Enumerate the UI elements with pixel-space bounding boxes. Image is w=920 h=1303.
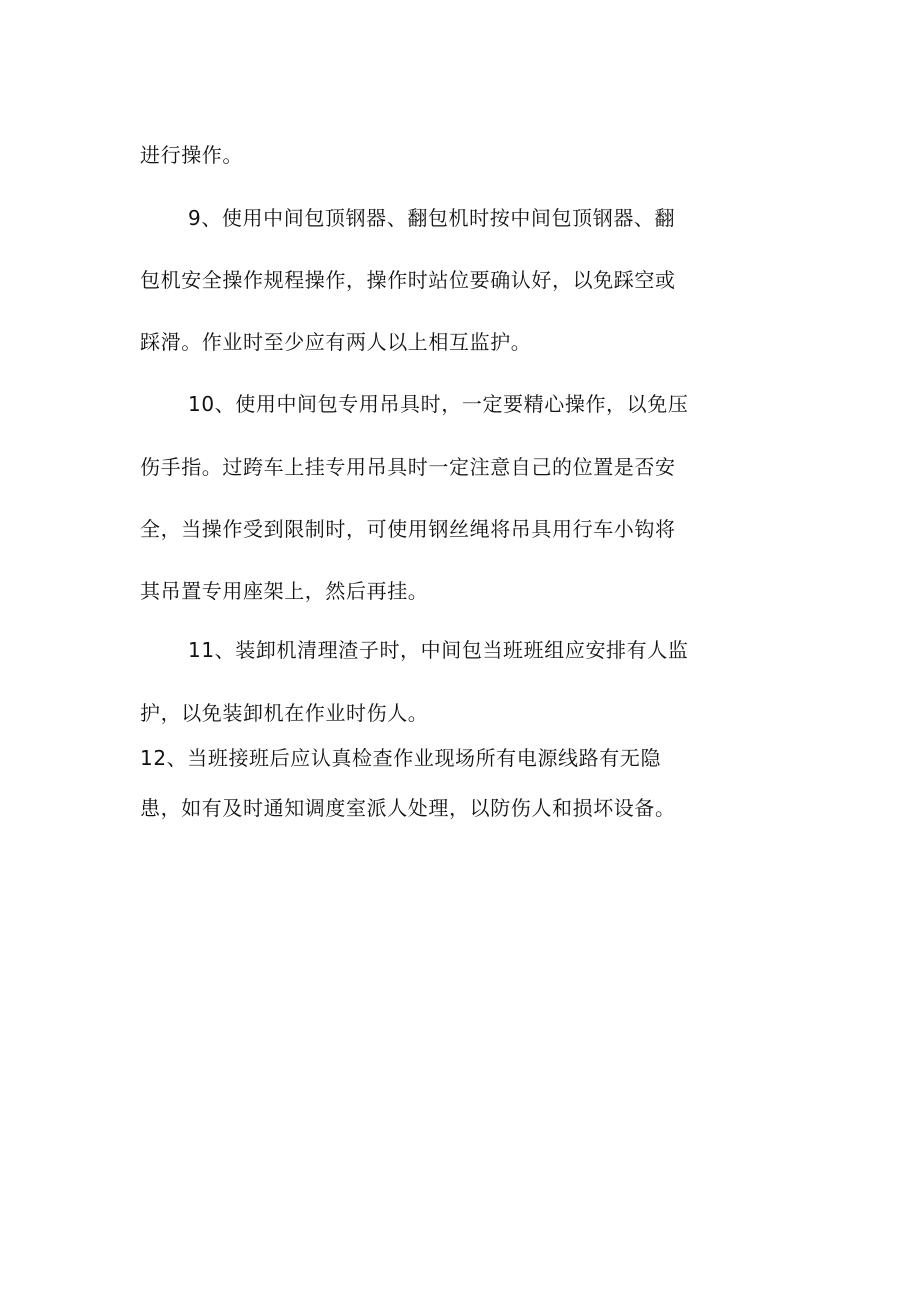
text-line: 护，以免装卸机在作业时伤人。 (140, 701, 429, 725)
text-line: 11、装卸机清理渣子时，中间包当班班组应安排有人监 (188, 638, 689, 662)
text-line: 包机安全操作规程操作，操作时站位要确认好，以免踩空或 (140, 268, 676, 292)
text-line: 进行操作。 (140, 143, 243, 167)
text-line: 其吊置专用座架上，然后再挂。 (140, 579, 429, 603)
text-line: 9、使用中间包顶钢器、翻包机时按中间包顶钢器、翻 (188, 206, 676, 230)
text-line: 12、当班接班后应认真检查作业现场所有电源线路有无隐 (140, 746, 662, 770)
text-line: 全，当操作受到限制时，可使用钢丝绳将吊具用行车小钩将 (140, 517, 676, 541)
text-line: 伤手指。过跨车上挂专用吊具时一定注意自己的位置是否安 (140, 455, 676, 479)
text-line: 10、使用中间包专用吊具时，一定要精心操作，以免压 (188, 392, 689, 416)
text-line: 踩滑。作业时至少应有两人以上相互监护。 (140, 330, 532, 354)
text-line: 患，如有及时通知调度室派人处理，以防伤人和损坏设备。 (140, 796, 676, 820)
